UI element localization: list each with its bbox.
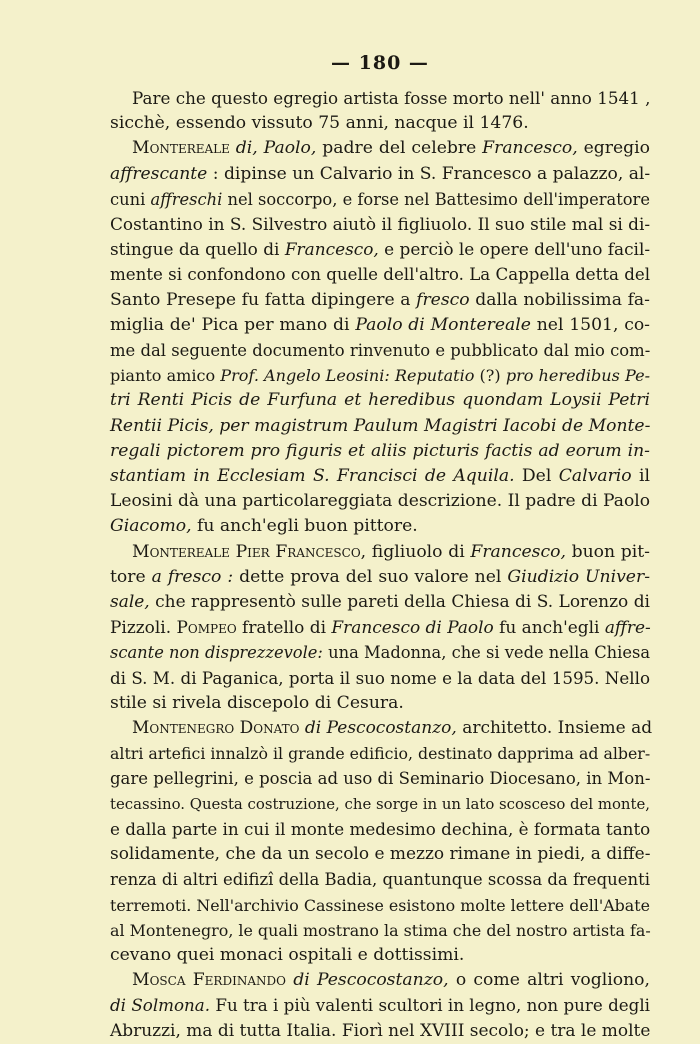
entry-name: Montereale Pier Francesco, <box>132 541 367 562</box>
text-segment: stingue da quello di <box>110 239 285 260</box>
text-line <box>110 615 650 640</box>
italic-text: Paolo di Montereale <box>355 314 531 335</box>
text-segment: pianto amico <box>110 366 221 386</box>
text-segment: nel 1501, co- <box>530 314 650 335</box>
text-line <box>110 741 650 766</box>
text-line <box>110 111 650 136</box>
italic-text: Francesco, <box>482 138 578 159</box>
text-line <box>110 162 650 187</box>
text-segment: sicchè, essendo vissuto 75 anni, nacque il 1476. <box>110 113 529 134</box>
text-line <box>110 414 650 439</box>
text-line <box>110 766 650 791</box>
text-line <box>110 136 650 161</box>
text-line <box>110 363 650 388</box>
text-segment: o come altri vogliono, <box>448 970 650 991</box>
text-segment: me dal seguente documento rinvenuto e pubblicato dal mio com- <box>110 341 651 361</box>
body-text <box>110 86 653 1044</box>
text-line <box>110 792 650 817</box>
text-segment: nel soccorpo, e forse nel Battesimo dell'imperatore <box>222 189 650 209</box>
text-line <box>110 565 650 590</box>
text-segment: Pizzoli. <box>110 617 177 638</box>
italic-text: affreschi <box>150 189 223 209</box>
text-line <box>110 993 650 1018</box>
text-line <box>110 867 650 892</box>
text-segment: miglia de' Pica per mano di <box>110 314 356 335</box>
text-line <box>110 388 650 413</box>
italic-text: fresco <box>416 289 470 310</box>
text-line <box>110 540 650 565</box>
entry-name: Montenegro Donato <box>132 718 300 739</box>
italic-text: di Pescocostanzo, <box>293 970 449 991</box>
text-line <box>110 918 650 943</box>
text-segment: tecassino. Questa costruzione, che sorge in un lato scosceso del monte, <box>110 794 650 813</box>
italic-text: di, Paolo, <box>235 138 317 159</box>
text-segment: cevano quei monaci ospitali e dottissimi. <box>110 944 465 965</box>
page-number: — 180 — <box>331 52 429 74</box>
entry-name: Montereale <box>132 138 230 159</box>
text-segment: (?) <box>474 366 506 386</box>
italic-text: sale, <box>110 592 150 613</box>
text-segment: stile si rivela discepolo di Cesura. <box>110 692 404 713</box>
italic-text: Francesco, <box>284 239 379 260</box>
italic-text: affrescante <box>110 163 208 184</box>
text-segment: Leosini dà una particolareggiata descrizione. Il padre di Paolo <box>110 491 650 512</box>
text-line <box>110 1019 650 1044</box>
text-line <box>110 691 650 716</box>
italic-text: Francesco di Paolo <box>331 617 494 638</box>
text-segment: Costantino in S. Silvestro aiutò il figliuolo. Il suo stile mal si di- <box>110 214 651 235</box>
text-segment: architetto. Insieme ad <box>456 718 653 739</box>
italic-text: a fresco : <box>151 566 234 587</box>
text-segment: terremoti. Nell'archivio Cassinese esistono molte lettere dell'Abate <box>110 895 650 915</box>
italic-text: tri Renti Picis de Furfuna et heredibus quondam Loysii Petri <box>110 390 650 411</box>
entry-name: Pompeo <box>176 617 237 638</box>
text-segment: buon pit- <box>565 541 650 562</box>
text-segment: e perciò le opere dell'uno facil- <box>378 239 651 260</box>
text-segment: che rappresentò sulle pareti della Chiesa di S. Lorenzo di <box>149 592 650 613</box>
entry-name: Mosca Ferdinando <box>132 970 286 991</box>
text-segment: fu anch'egli buon pittore. <box>191 516 418 537</box>
italic-text: Francesco, <box>470 541 566 562</box>
text-segment: figliuolo di <box>366 541 471 562</box>
text-segment: fratello di <box>236 617 332 638</box>
text-segment: fu anch'egli <box>493 617 605 638</box>
italic-text: Giudizio Univer- <box>507 566 651 587</box>
text-segment: di S. M. di Paganica, porta il suo nome e la data del 1595. Nello <box>110 667 650 688</box>
text-line <box>110 187 650 212</box>
text-segment: tore <box>110 566 152 587</box>
text-segment: egregio <box>577 138 651 159</box>
text-segment: gare pellegrini, e poscia ad uso di Seminario Diocesano, in Mon- <box>110 769 651 789</box>
italic-text: stantiam in Ecclesiam S. Francisci de Aquila. <box>110 466 515 487</box>
italic-text: scante non disprezzevole: <box>110 643 323 663</box>
text-segment: il <box>631 466 650 487</box>
italic-text: Rentii Picis, per magistrum Paulum Magistri Iacobi de Monte- <box>110 415 651 436</box>
text-line <box>110 716 653 741</box>
text-line <box>110 489 650 514</box>
text-line <box>110 943 650 968</box>
text-segment: dette prova del suo valore nel <box>233 566 508 587</box>
text-line <box>110 86 650 111</box>
text-line <box>110 514 650 539</box>
italic-text: affre- <box>604 617 651 638</box>
text-line <box>110 439 650 464</box>
text-segment: altri artefici innalzò il grande edificio, destinato dapprima ad alber- <box>110 744 651 764</box>
text-line <box>110 590 650 615</box>
text-line <box>110 262 650 287</box>
text-line <box>110 640 650 665</box>
text-segment: dalla nobilissima fa- <box>469 289 650 310</box>
text-line <box>110 338 650 363</box>
text-segment: Santo Presepe fu fatta dipingere a <box>110 289 417 310</box>
text-segment: Abruzzi, ma di tutta Italia. Fiorì nel XVIII secolo; e tra le molte <box>110 1020 651 1041</box>
text-segment: Pare che questo egregio artista fosse morto nell' anno 1541 , <box>132 88 651 108</box>
text-line <box>110 893 650 918</box>
text-segment: Del <box>514 466 559 487</box>
italic-text: pro heredibus Pe- <box>505 366 651 386</box>
text-line <box>110 842 650 867</box>
text-line <box>110 212 650 237</box>
text-line <box>110 313 650 338</box>
text-segment: cuni <box>110 189 151 209</box>
text-line <box>110 464 650 489</box>
italic-text: di Pescocostanzo, <box>304 718 457 739</box>
italic-text: Prof. Angelo Leosini: Reputatio <box>220 366 475 386</box>
text-segment: Fu tra i più valenti scultori in legno, non pure degli <box>210 995 651 1016</box>
text-segment: una Madonna, che si vede nella Chiesa <box>322 643 651 663</box>
italic-text: di Solmona. <box>110 995 211 1016</box>
text-segment: renza di altri edifizî della Badia, quantunque scossa da frequenti <box>110 870 650 890</box>
text-line <box>110 666 650 691</box>
text-segment: padre del celebre <box>316 138 483 159</box>
text-line <box>110 288 650 313</box>
text-line <box>110 817 650 842</box>
italic-text: Giacomo, <box>110 516 192 537</box>
italic-text: regali pictorem pro figuris et aliis picturis factis ad eorum in- <box>110 440 650 461</box>
text-segment: : dipinse un Calvario in S. Francesco a palazzo, al- <box>207 163 651 184</box>
text-line <box>110 237 650 262</box>
text-segment: al Montenegro, le quali mostrano la stima che del nostro artista fa- <box>110 920 651 940</box>
text-segment: solidamente, che da un secolo e mezzo rimane in piedi, a diffe- <box>110 844 651 865</box>
text-segment: e dalla parte in cui il monte medesimo dechina, è formata tanto <box>110 818 651 839</box>
text-segment: mente si confondono con quelle dell'altro. La Cappella detta del <box>110 265 651 285</box>
text-line <box>110 968 650 993</box>
italic-text: Calvario <box>558 466 632 487</box>
